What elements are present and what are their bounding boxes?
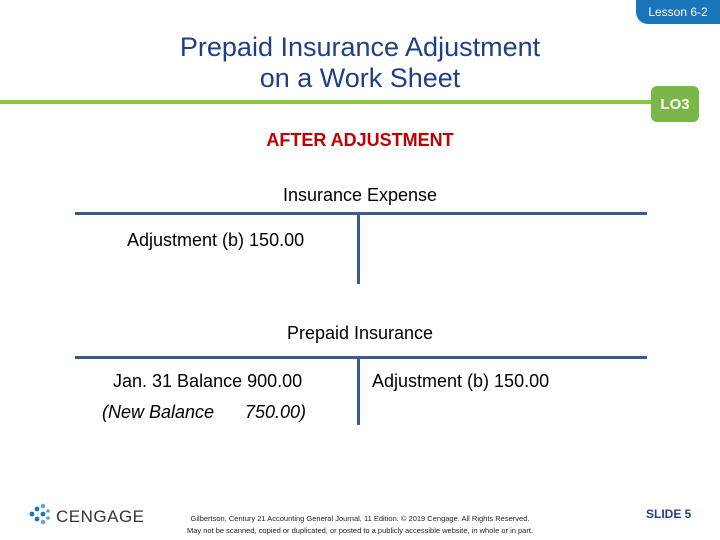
new-balance-label: (New Balance xyxy=(102,402,215,422)
t-account-top-line xyxy=(75,212,647,215)
section-heading: AFTER ADJUSTMENT xyxy=(266,130,454,150)
t-account-top-line xyxy=(75,356,647,359)
title-line-2: on a Work Sheet xyxy=(259,63,461,93)
account-title: Prepaid Insurance xyxy=(286,323,434,343)
new-balance-value: 750.00) xyxy=(245,402,307,422)
slide-number: SLIDE 5 xyxy=(646,507,692,521)
t-account-center-line xyxy=(357,214,360,284)
copyright-notice xyxy=(140,513,580,537)
cengage-wordmark: CENGAGE xyxy=(56,506,145,526)
cengage-logo xyxy=(28,503,145,530)
learning-objective-badge: LO3 xyxy=(651,86,699,122)
copyright-line-1: Gilbertson, Century 21 Accounting General Journal, 11 Edition. © 2019 Cengage. All Rights Reserved. xyxy=(190,514,530,523)
title-divider xyxy=(0,100,662,104)
lesson-tab: Lesson 6-2 xyxy=(636,0,720,24)
slide-title xyxy=(110,32,610,94)
t-account-center-line xyxy=(357,358,360,425)
cengage-dots-icon xyxy=(28,503,50,530)
credit-entry: Adjustment (b) 150.00 xyxy=(372,371,550,391)
account-title: Insurance Expense xyxy=(282,185,438,205)
debit-entry: Adjustment (b) 150.00 xyxy=(127,230,305,250)
copyright-line-2: May not be scanned, copied or duplicated, or posted to a publicly accessible website, in whole or in part. xyxy=(186,526,534,535)
debit-entry: Jan. 31 Balance 900.00 xyxy=(113,371,303,391)
title-line-1: Prepaid Insurance Adjustment xyxy=(179,32,541,62)
